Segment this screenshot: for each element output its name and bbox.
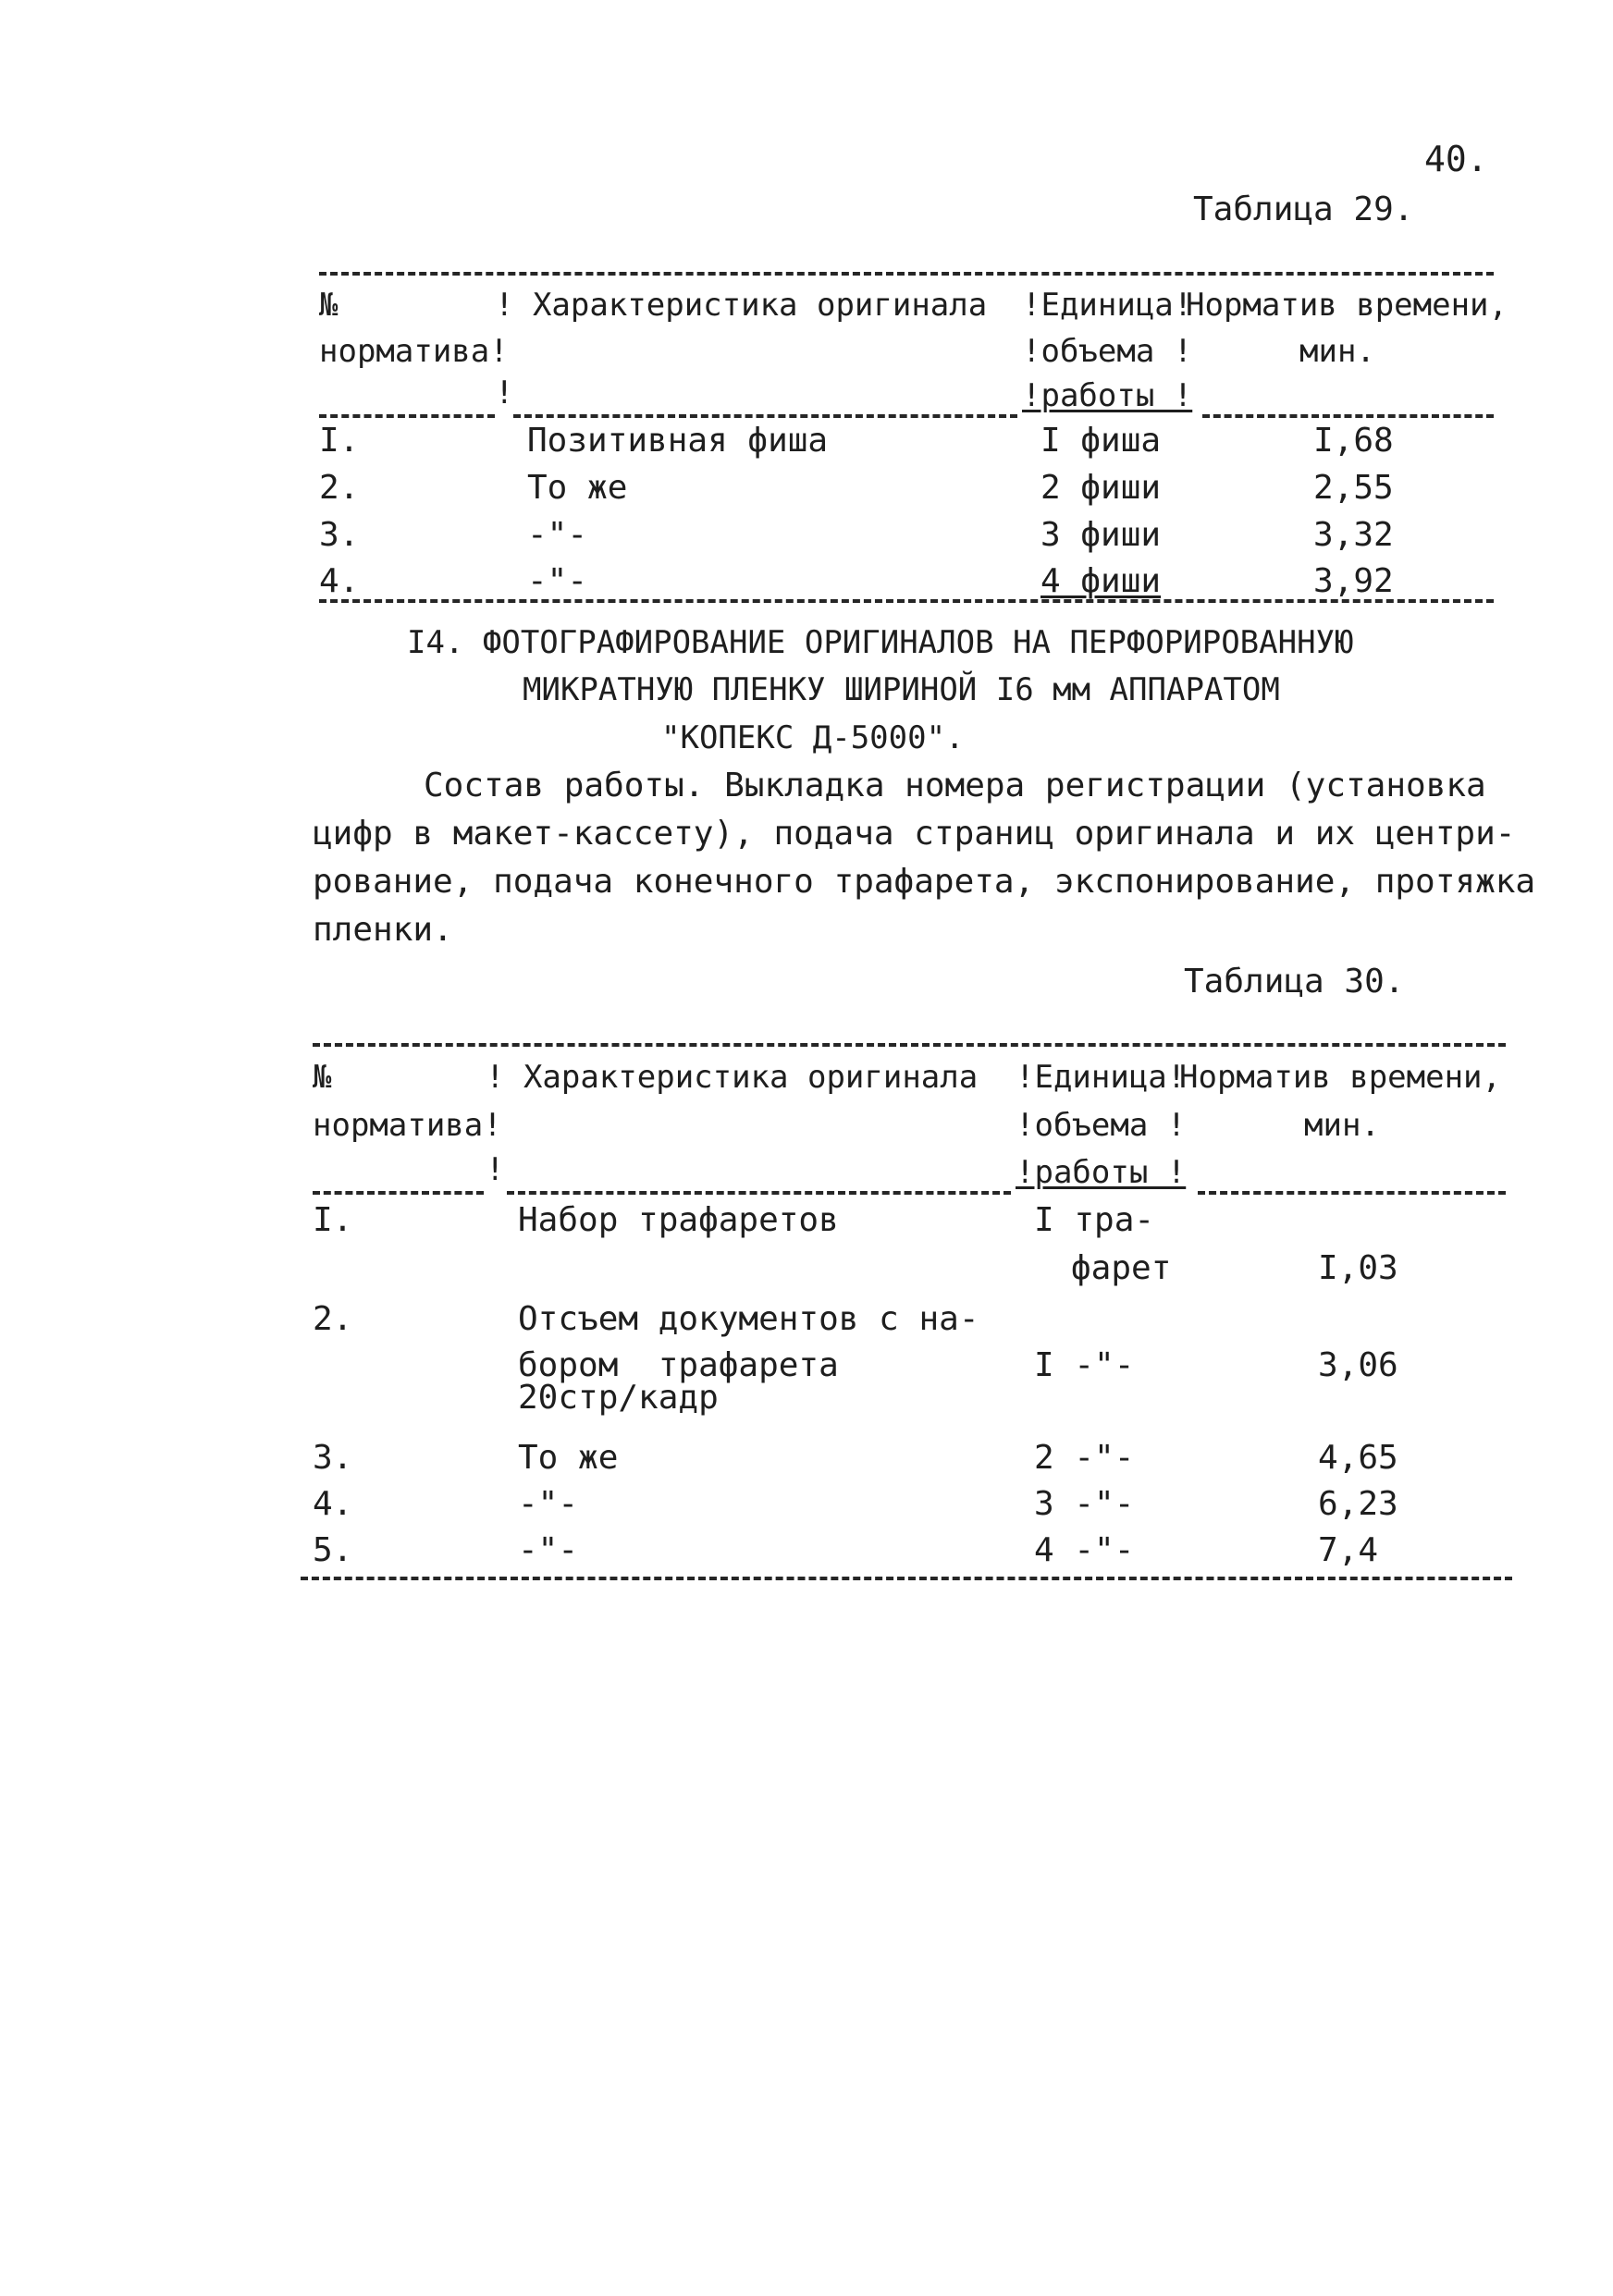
- table-29-row-4-num: 4.: [319, 562, 360, 600]
- table-29-header-norm-1: Норматив времени,: [1186, 287, 1508, 324]
- table-29-row-1-norm: I,68: [1313, 422, 1394, 460]
- section-14-heading-line-2: МИКРАТНУЮ ПЛЕНКУ ШИРИНОЙ I6 мм АППАРАТОМ: [523, 671, 1280, 708]
- table-30-row-5-char-1: -"-: [518, 1531, 579, 1569]
- table-29-row-1-char: Позитивная фиша: [527, 422, 829, 460]
- table-29-row-3-unit: 3 фиши: [1040, 516, 1162, 554]
- table-30-row-3-unit-1: 2 -"-: [1034, 1439, 1135, 1477]
- table-30-header-unit-1: !Единица!: [1016, 1059, 1187, 1096]
- table-30-header-unit-2: !объема !: [1016, 1107, 1187, 1144]
- table-30-header-num-3: !: [486, 1151, 505, 1188]
- table-30-row-5-unit-1: 4 -"-: [1034, 1531, 1135, 1569]
- table-30-row-5-num: 5.: [313, 1531, 353, 1569]
- section-14-paragraph-line-1: Состав работы. Выкладка номера регистрации (установка: [424, 767, 1486, 804]
- table-29-row-2-num: 2.: [319, 469, 360, 507]
- table-29-row-3-num: 3.: [319, 516, 360, 554]
- table-30-row-4-unit-1: 3 -"-: [1034, 1485, 1135, 1523]
- section-14-paragraph-line-3: рование, подача конечного трафарета, экспонирование, протяжка: [313, 863, 1536, 901]
- table-30-header-norm-2: мин.: [1304, 1107, 1380, 1144]
- page-number: 40.: [1424, 139, 1488, 179]
- table-29-row-3-char: -"-: [527, 516, 588, 554]
- table-30-row-1-unit-2: фарет: [1071, 1249, 1172, 1287]
- table-29-header-rule-c: [1202, 414, 1494, 418]
- table-30-row-4-num: 4.: [313, 1485, 353, 1523]
- table-29-header-char-1: ! Характеристика оригинала: [495, 287, 988, 324]
- table-30-header-num-2: норматива!: [313, 1107, 502, 1144]
- table-29-row-2-char: То же: [527, 469, 628, 507]
- table-30-bottom-rule: [301, 1577, 1512, 1580]
- table-29-header-num-2: норматива!: [319, 333, 509, 370]
- table-30-top-rule: [313, 1043, 1506, 1047]
- table-30-row-5-norm: 7,4: [1318, 1531, 1379, 1569]
- table-29-header-unit-3: !работы !: [1022, 377, 1193, 414]
- table-30-row-1-unit-1: I тра-: [1034, 1201, 1155, 1239]
- table-29-header-num-1: №: [319, 287, 339, 324]
- table-29-top-rule: [319, 272, 1494, 276]
- table-30-row-1-char-1: Набор трафаретов: [518, 1201, 839, 1239]
- table-29-header-rule-b: [513, 414, 1017, 418]
- table-30-row-1-norm: I,03: [1318, 1249, 1398, 1287]
- table-30-row-2-char-1: Отсъем документов с на-: [518, 1300, 979, 1338]
- table-30-header-char-1: ! Характеристика оригинала: [486, 1059, 979, 1096]
- table-30-row-2-num: 2.: [313, 1300, 353, 1338]
- table-29-row-4-char: -"-: [527, 562, 588, 600]
- table-30-row-1-num: I.: [313, 1201, 353, 1239]
- table-30-row-2-norm: 3,06: [1318, 1346, 1398, 1384]
- table-30-header-rule-a: [313, 1191, 484, 1195]
- table-29-row-4-unit: 4 фиши: [1040, 562, 1162, 600]
- table-29-header-rule-a: [319, 414, 495, 418]
- table-30-row-4-char-1: -"-: [518, 1485, 579, 1523]
- table-29-header-unit-2: !объема !: [1022, 333, 1193, 370]
- section-14-paragraph-line-2: цифр в макет-кассету), подача страниц оригинала и их центри-: [313, 815, 1516, 853]
- table-29-bottom-rule: [319, 599, 1494, 603]
- table-29-row-3-norm: 3,32: [1313, 516, 1394, 554]
- table-30-header-rule-c: [1198, 1191, 1506, 1195]
- table-30-row-2-char-3: 20стр/кадр: [518, 1379, 719, 1417]
- table-30-title: Таблица 30.: [1184, 963, 1405, 1001]
- table-30-row-3-num: 3.: [313, 1439, 353, 1477]
- table-29-header-unit-1: !Единица!: [1022, 287, 1193, 324]
- table-30-row-3-norm: 4,65: [1318, 1439, 1398, 1477]
- section-14-heading-line-1: I4. ФОТОГРАФИРОВАНИЕ ОРИГИНАЛОВ НА ПЕРФОРИРОВАННУЮ: [407, 624, 1354, 661]
- table-29-header-num-3: !: [495, 374, 514, 411]
- table-30-row-2-char-2: бором трафарета: [518, 1346, 839, 1384]
- table-29-row-1-num: I.: [319, 422, 360, 460]
- table-30-row-4-norm: 6,23: [1318, 1485, 1398, 1523]
- table-30-row-2-unit-1: I -"-: [1034, 1346, 1135, 1384]
- table-30-header-norm-1: Норматив времени,: [1179, 1059, 1501, 1096]
- table-30-header-num-1: №: [313, 1059, 332, 1096]
- table-30-row-3-char-1: То же: [518, 1439, 619, 1477]
- section-14-heading-line-3: "КОПЕКС Д-5000".: [661, 719, 965, 756]
- table-30-header-unit-3: !работы !: [1016, 1154, 1187, 1191]
- table-29-header-norm-2: мин.: [1299, 333, 1375, 370]
- table-30-header-rule-b: [507, 1191, 1011, 1195]
- section-14-paragraph-line-4: пленки.: [313, 911, 453, 949]
- table-29-row-2-unit: 2 фиши: [1040, 469, 1162, 507]
- table-29-row-2-norm: 2,55: [1313, 469, 1394, 507]
- table-29-row-4-norm: 3,92: [1313, 562, 1394, 600]
- table-29-title: Таблица 29.: [1193, 190, 1414, 228]
- table-29-row-1-unit: I фиша: [1040, 422, 1162, 460]
